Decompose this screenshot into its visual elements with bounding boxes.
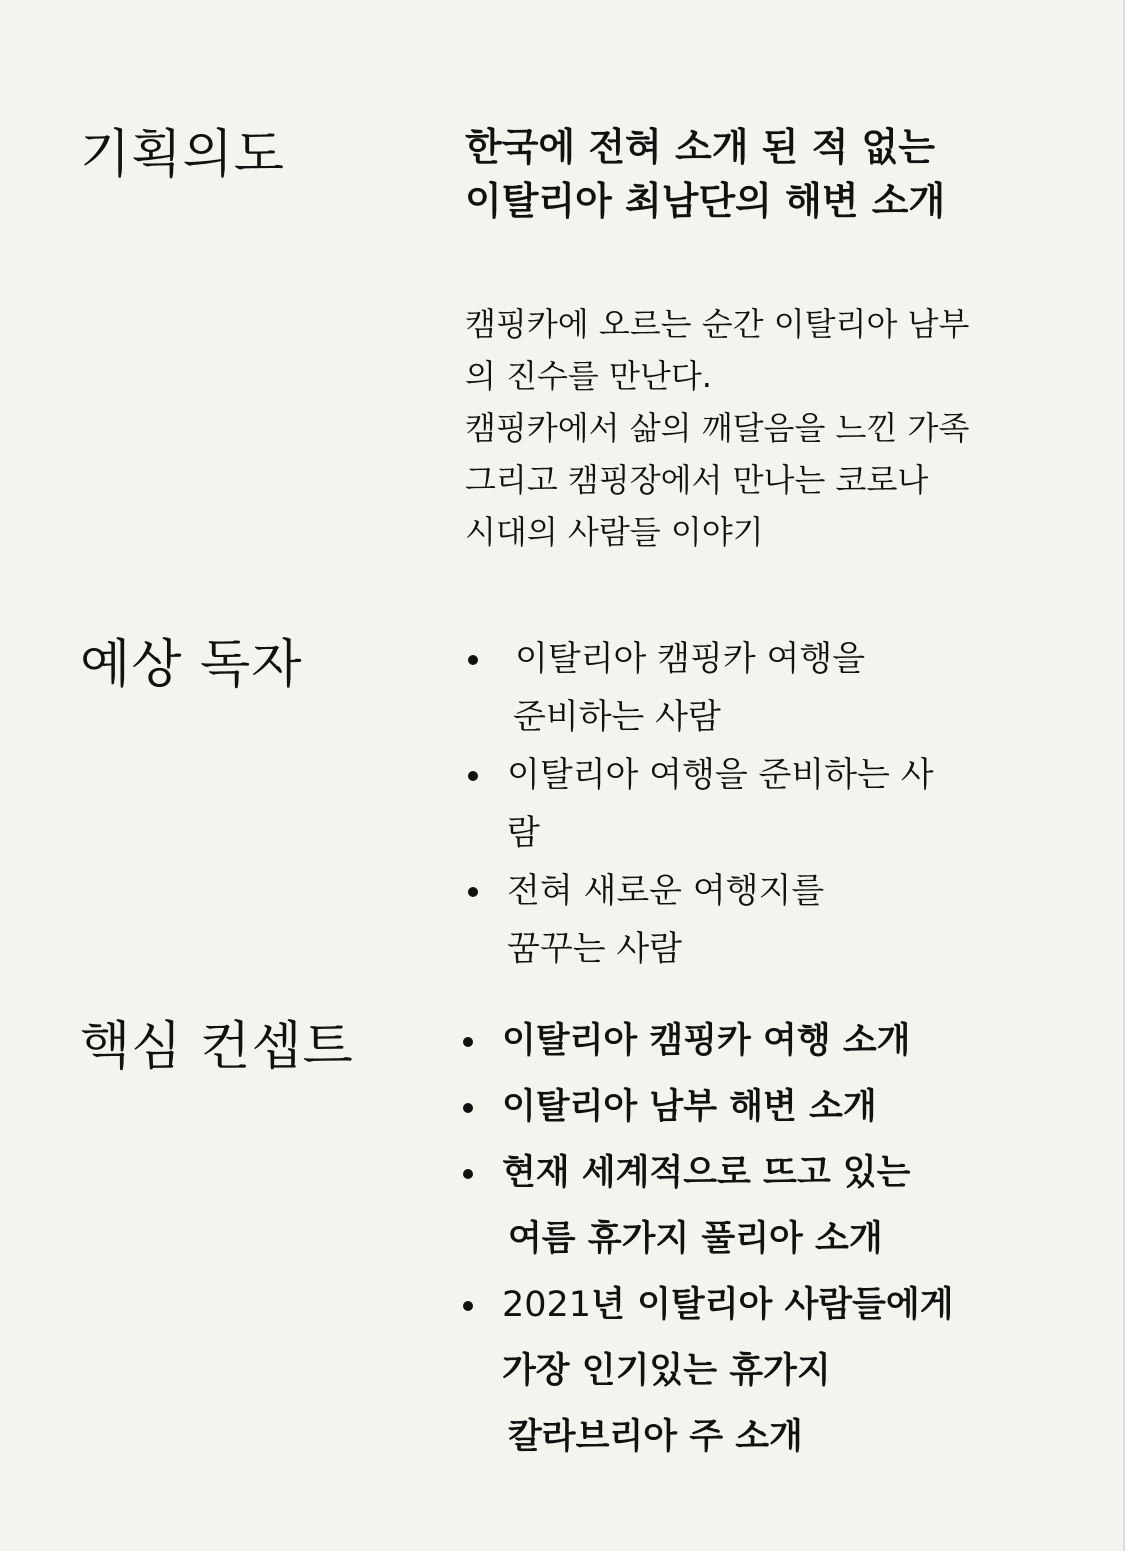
section-heading-concepts: 핵심 컨셉트 <box>80 1017 354 1077</box>
intent-description-line: 시대의 사람들 이야기 <box>465 513 764 551</box>
list-item-line: 꿈꾸는 사람 <box>507 929 683 969</box>
intent-description <box>465 298 1045 558</box>
concepts-list <box>460 1008 1040 1470</box>
list-item <box>460 1008 1040 1074</box>
readers-content <box>465 630 1045 978</box>
list-item-line: 이탈리아 캠핑카 여행 소개 <box>502 1021 911 1061</box>
intent-description-line: 캠핑카에 오르는 순간 이탈리아 남부 <box>465 305 970 343</box>
year-number: 2021 <box>502 1285 592 1325</box>
intent-headline-line: 이탈리아 최남단의 해변 소개 <box>465 179 946 223</box>
intent-description-line: 의 진수를 만난다. <box>465 357 712 395</box>
intent-description-line: 그리고 캠핑장에서 만나는 코로나 <box>465 461 929 499</box>
list-item <box>460 1272 1040 1470</box>
list-item-text: 년 이탈리아 사람들에게 <box>591 1285 954 1325</box>
intent-headline <box>465 120 1045 228</box>
list-item-line: 칼라브리아 주 소개 <box>508 1417 803 1457</box>
intent-headline-line: 한국에 전혀 소개 된 적 없는 <box>465 125 935 169</box>
list-item-line: 전혀 새로운 여행지를 <box>507 871 825 911</box>
intent-description-line: 캠핑카에서 삶의 깨달음을 느낀 가족 <box>465 409 970 447</box>
intent-content <box>465 120 1045 558</box>
list-item <box>465 746 1045 862</box>
list-item <box>465 630 1045 746</box>
list-item-line: 이탈리아 캠핑카 여행을 <box>515 639 866 679</box>
list-item-line: 이탈리아 여행을 준비하는 사 <box>507 755 934 795</box>
list-item-line: 이탈리아 남부 해변 소개 <box>502 1087 877 1127</box>
concepts-content <box>460 1008 1040 1470</box>
readers-list <box>465 630 1045 978</box>
list-item-line: 준비하는 사람 <box>513 697 721 737</box>
list-item <box>460 1074 1040 1140</box>
list-item-line <box>502 1272 1040 1338</box>
list-item-line: 가장 인기있는 휴가지 <box>502 1351 831 1391</box>
section-heading-readers: 예상 독자 <box>80 635 303 695</box>
list-item <box>465 862 1045 978</box>
list-item-line: 람 <box>507 813 540 853</box>
list-item <box>460 1140 1040 1272</box>
section-heading-intent: 기획의도 <box>80 125 285 185</box>
list-item-line: 현재 세계적으로 뜨고 있는 <box>502 1153 911 1193</box>
list-item-line: 여름 휴가지 풀리아 소개 <box>508 1219 883 1259</box>
